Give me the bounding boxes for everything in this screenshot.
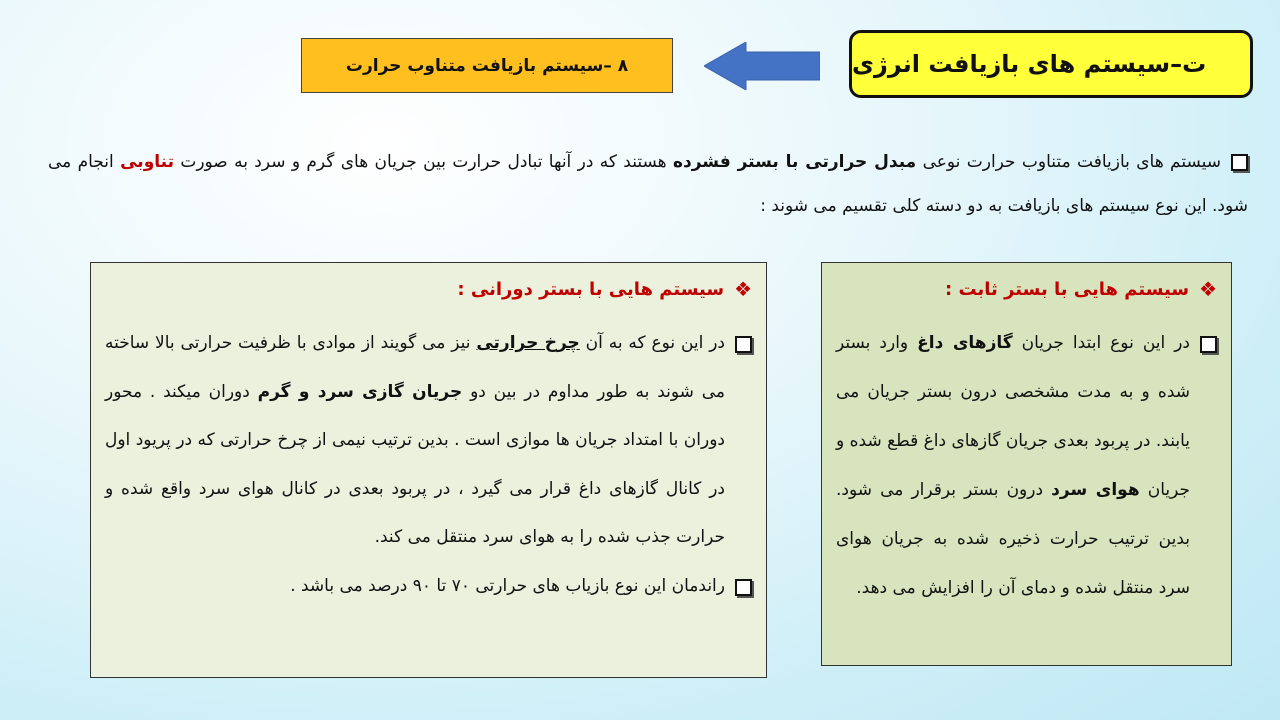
rotary-bed-text (105, 319, 725, 562)
intro-text-2: هستند که در آنها تبادل حرارت بین جریان های گرم و سرد به صورت (173, 152, 673, 172)
fixed-bed-text (836, 319, 1190, 613)
rotary-bed-paragraph (105, 319, 752, 562)
rotary-bed-panel (90, 262, 767, 678)
fixed-bed-panel (821, 262, 1232, 666)
checkbox-bullet-icon (735, 579, 752, 596)
fixed-bed-text-3: درون بستر برقرار می شود. بدین ترتیب حرارت ذخیره شده به جریان هوای سرد منتقل شده و دمای آن را افزایش می دهد. (836, 480, 1190, 598)
fixed-bed-heading: سیستم هایی با بستر ثابت : (945, 278, 1190, 300)
rotary-efficiency-text: راندمان این نوع بازیاب های حرارتی ۷۰ تا ۹۰ درصد می باشد . (290, 575, 725, 596)
fixed-bed-bold-1: گازهای داغ (917, 333, 1013, 353)
slide-title-box (849, 30, 1253, 98)
slide-title: ت–سیستم های بازیافت انرژی (852, 50, 1207, 78)
checkbox-bullet-icon (1231, 154, 1248, 171)
intro-bold: مبدل حرارتی با بستر فشرده (672, 152, 917, 172)
rotary-bed-bold-1: چرخ حرارتی (476, 333, 580, 353)
rotary-efficiency-paragraph (105, 562, 752, 611)
checkbox-bullet-icon (1200, 336, 1217, 353)
rotary-bed-text-1: در این نوع که به آن (579, 333, 725, 353)
intro-text-1: سیستم های بازیافت متناوب حرارت نوعی (916, 152, 1222, 172)
rotary-bed-text-3: دوران میکند . محور دوران با امتداد جریان ها موازی است . بدین ترتیب نیمی از چرخ حرارتی که در پریود اول در کانال گازهای داغ قرار می گیرد ، در پربود بعدی در کانال هوای سرد واقع شده و حرارت جذب شده را به هوای سرد منتقل می کند. (105, 381, 725, 547)
fixed-bed-paragraph (836, 319, 1217, 613)
fixed-bed-text-2: وارد بستر شده و به مدت مشخصی درون بستر جریان می یابند. در پربود بعدی جریان گازهای داغ قطع شده و جریان (836, 333, 1190, 500)
rotary-bed-heading-row (105, 277, 752, 301)
diamond-bullet-icon: ❖ (734, 277, 752, 301)
rotary-bed-text-2: نیز می گویند از موادی با ظرفیت حرارتی بالا ساخته می شوند به طور مداوم در بین دو (105, 333, 726, 402)
intro-paragraph (48, 140, 1248, 228)
rotary-bed-heading: سیستم هایی با بستر دورانی : (457, 278, 725, 300)
subtitle: ۸ –سیستم بازیافت متناوب حرارت (345, 55, 629, 76)
checkbox-bullet-icon (735, 336, 752, 353)
intro-text-3: انجام می شود. این نوع سیستم های بازیافت به دو دسته کلی تقسیم می شوند : (48, 152, 1248, 216)
diamond-bullet-icon: ❖ (1199, 277, 1217, 301)
subtitle-box (301, 38, 673, 93)
fixed-bed-text-1: در این نوع ابتدا جریان (1012, 333, 1191, 353)
fixed-bed-heading-row (836, 277, 1217, 301)
left-arrow-icon (704, 42, 820, 90)
fixed-bed-bold-2: هوای سرد (1051, 480, 1140, 500)
intro-highlight: تناوبی (120, 152, 174, 172)
rotary-bed-bold-2: جریان گازی سرد و گرم (257, 381, 463, 402)
